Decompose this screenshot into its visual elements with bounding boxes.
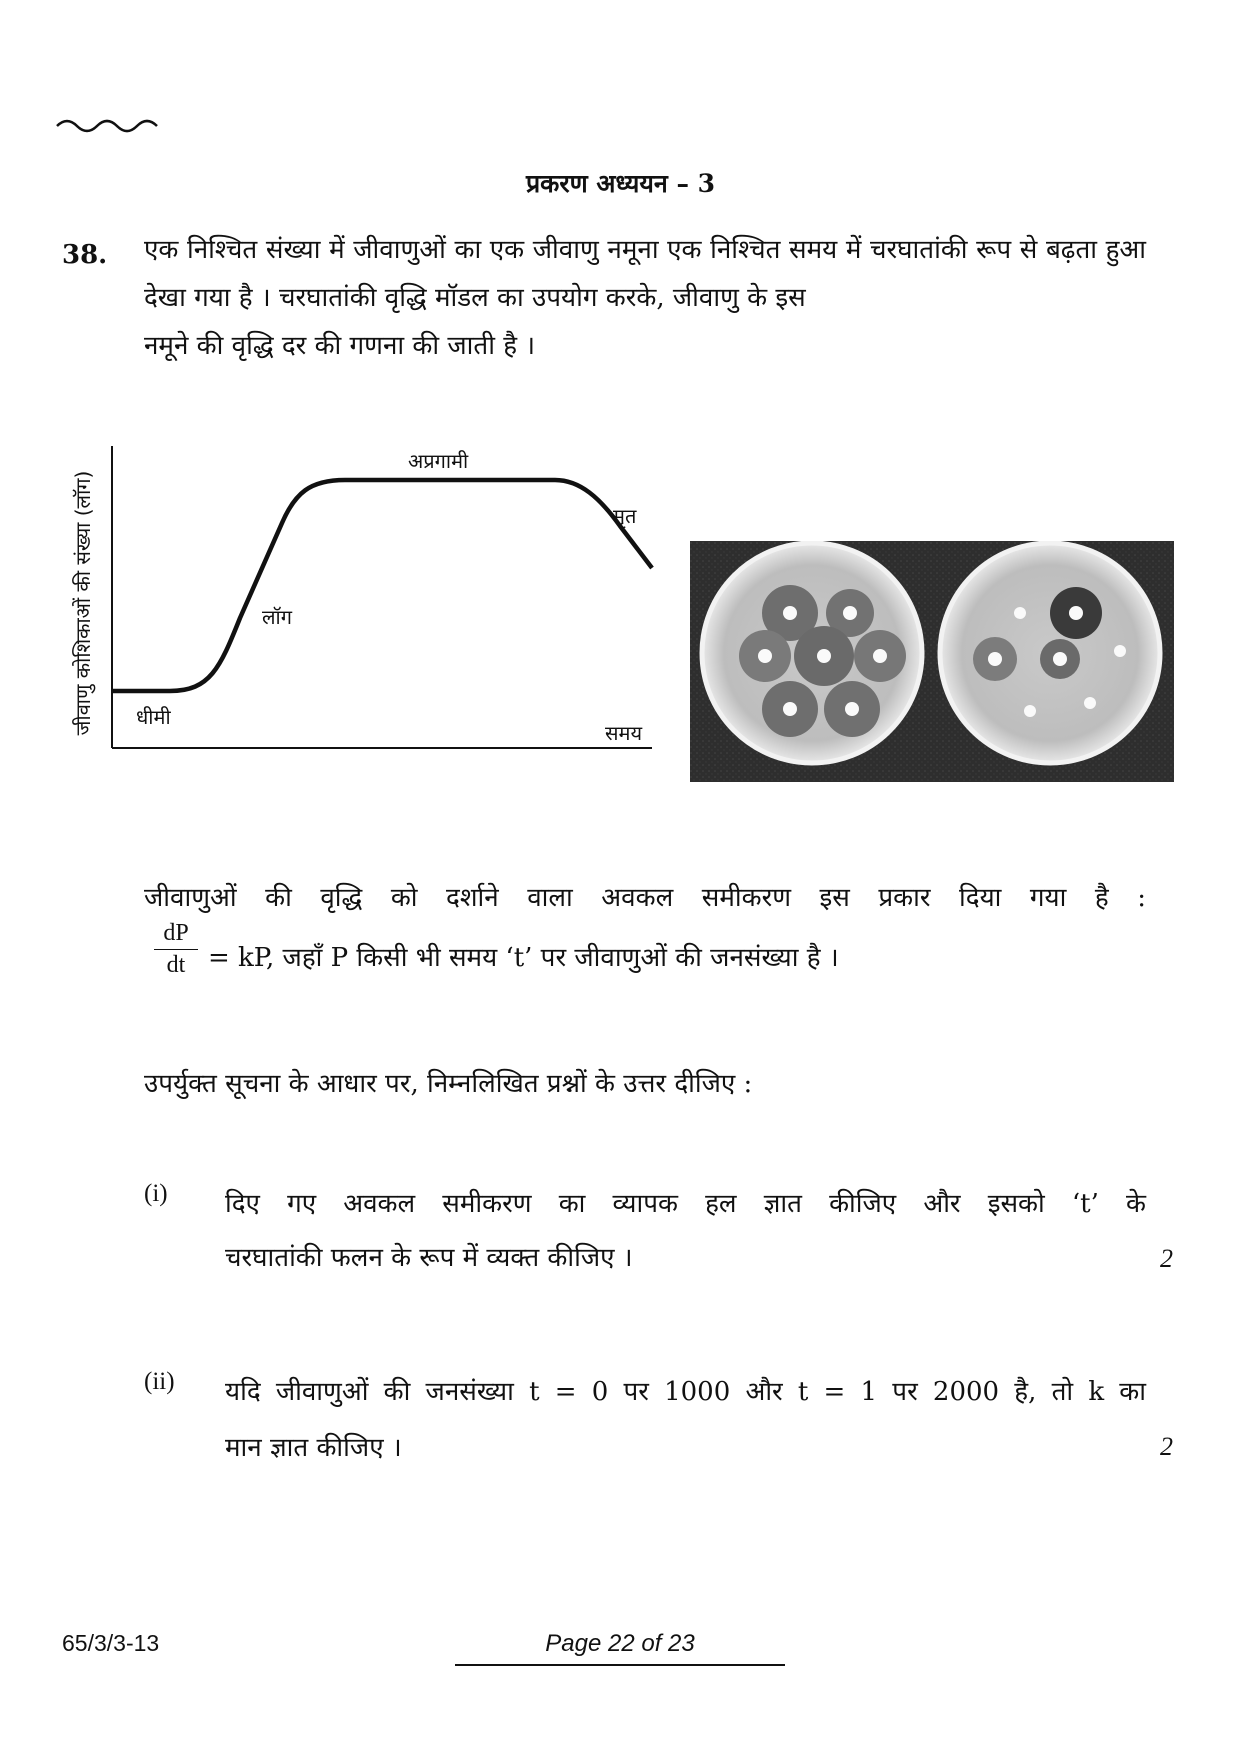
equation-rest: = kP, जहाँ P किसी भी समय ‘t’ पर जीवाणुओं की जनसंख्या है । (208, 943, 839, 973)
question-intro: एक निश्चित संख्या में जीवाणुओं का एक जीवाणु नमूना एक निश्चित समय में चरघातांकी रूप से बढ़ता हुआ देखा गया है । चरघातांकी वृद्धि मॉडल का उपयोग करके, जीवाणु के इस (144, 235, 1146, 313)
y-axis-label: जीवाणु कोशिकाओं की संख्या (लॉग) (71, 470, 95, 736)
petri-dish-right (940, 543, 1160, 763)
marks-value: 2 (1160, 1244, 1173, 1273)
derivative-fraction (154, 920, 198, 979)
phase-label-stationary: अप्रगामी (408, 449, 469, 473)
footer-rule (455, 1664, 785, 1666)
question-number: 38. (62, 240, 108, 270)
bacterial-growth-chart (60, 428, 660, 778)
fraction-numerator: dP (154, 920, 198, 950)
petri-dish-photo (690, 541, 1174, 782)
fraction-denominator: dt (166, 952, 186, 978)
sub-question-label: (i) (144, 1180, 168, 1207)
sub-question-label: (ii) (144, 1368, 175, 1395)
sub-question-text-continued: मान ज्ञात कीजिए । (225, 1433, 402, 1463)
sub-question-text: दिए गए अवकल समीकरण का व्यापक हल ज्ञात कीजिए और इसको ‘t’ के (225, 1189, 1146, 1219)
phase-label-lag: धीमी (136, 705, 171, 729)
growth-curve (112, 480, 652, 691)
marks-value: 2 (1160, 1432, 1173, 1461)
equation-intro: जीवाणुओं की वृद्धि को दर्शाने वाला अवकल समीकरण इस प्रकार दिया गया है : (144, 883, 1146, 913)
sub-question-text: यदि जीवाणुओं की जनसंख्या t = 0 पर 1000 और t = 1 पर 2000 है, तो k का (225, 1377, 1146, 1407)
question-intro-last-line: नमूने की वृद्धि दर की गणना की जाती है । (144, 331, 536, 361)
petri-dish-left (702, 543, 922, 763)
decorative-wave-icon (55, 112, 165, 140)
x-axis-label: समय (605, 721, 643, 745)
sub-question-text-continued: चरघातांकी फलन के रूप में व्यक्त कीजिए । (225, 1243, 633, 1273)
paper-code: 65/3/3-13 (62, 1630, 160, 1656)
phase-label-log: लॉग (262, 605, 292, 629)
page-number: Page 22 of 23 (545, 1630, 695, 1657)
phase-label-death: मृत (613, 504, 637, 528)
answer-prompt: उपर्युक्त सूचना के आधार पर, निम्नलिखित प्रश्नों के उत्तर दीजिए : (144, 1069, 753, 1099)
case-study-title: प्रकरण अध्ययन – 3 (525, 169, 716, 198)
